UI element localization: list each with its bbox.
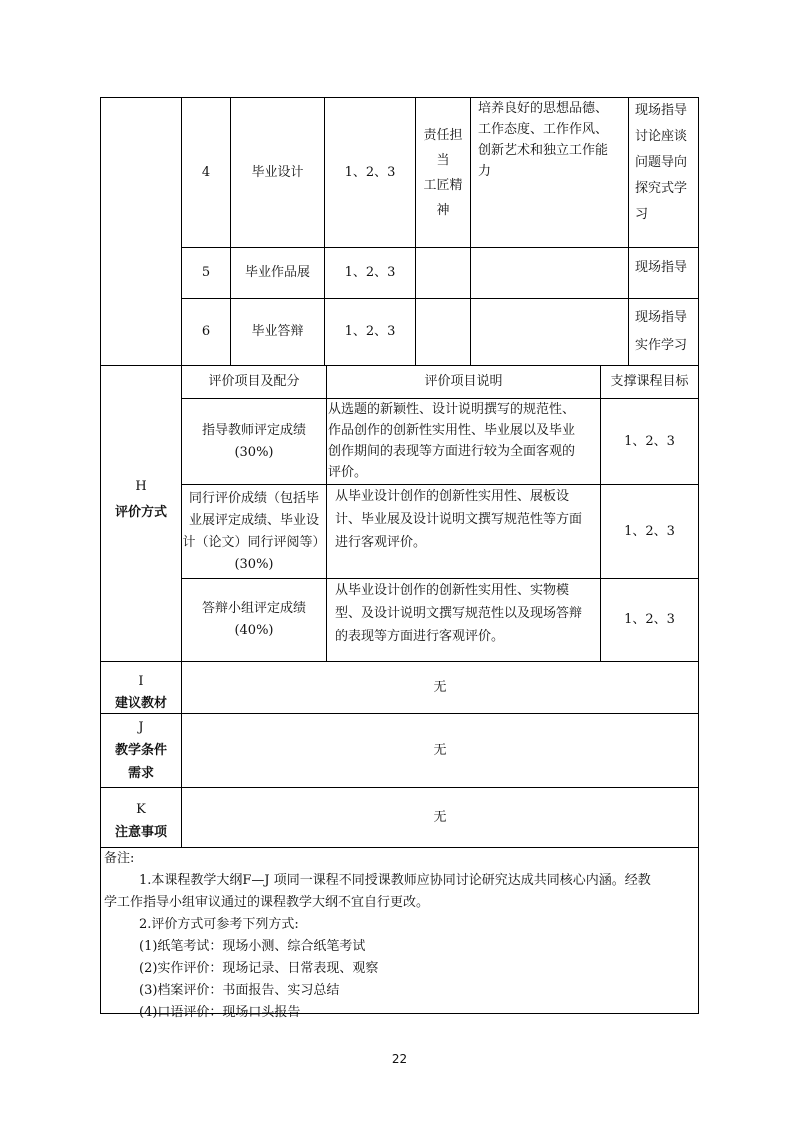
col-divider <box>470 97 471 366</box>
section-letter: J <box>138 720 144 735</box>
section-j-content: 无 <box>433 742 447 758</box>
module-targets: 1、2、3 <box>344 265 396 280</box>
content-line: 创新艺术和独立工作能 <box>478 143 609 158</box>
module-targets: 1、2、3 <box>344 324 396 339</box>
page-number: 22 <box>391 1052 408 1066</box>
desc-line: 从毕业设计创作的创新性实用性、展板设 <box>335 489 570 504</box>
assessment-targets: 1、2、3 <box>624 612 675 627</box>
content-line: 培养良好的思想品德、 <box>478 101 609 116</box>
col-divider <box>628 97 629 366</box>
ideological-element <box>416 98 470 247</box>
item-line: (30%) <box>234 444 274 460</box>
module-name: 毕业作品展 <box>244 265 310 280</box>
desc-line: 创作期间的表现等方面进行较为全面客观的 <box>328 444 576 459</box>
teaching-methods <box>635 98 698 247</box>
item-line: 同行评价成绩（包括毕 <box>188 490 319 506</box>
module-name: 毕业答辩 <box>251 324 304 339</box>
section-letter: K <box>136 802 146 817</box>
section-k-content: 无 <box>433 809 447 825</box>
assessment-desc <box>328 399 600 484</box>
section-title: 需求 <box>127 766 154 781</box>
section-k-label <box>101 796 181 846</box>
method-line: 习 <box>635 207 649 222</box>
assessment-desc <box>335 579 600 661</box>
notes-label: 备注: <box>104 851 135 866</box>
section-letter: H <box>135 479 147 494</box>
section-i-content: 无 <box>433 679 447 695</box>
assessment-item <box>182 399 326 484</box>
section-title: 建议教材 <box>114 696 167 711</box>
section-letter: I <box>138 674 144 689</box>
method-line: 现场指导 <box>635 310 688 325</box>
method-line: 问题导向 <box>635 155 688 170</box>
row-number: 5 <box>201 265 211 280</box>
section-title: 评价方式 <box>114 505 167 520</box>
notes-line: 1.本课程教学大纲F—J 项同一课程不同授课教师应协同讨论研究达成共同核心内涵。经教 <box>139 873 651 888</box>
ideological-content <box>478 98 628 247</box>
section-title: 教学条件 <box>114 743 167 758</box>
desc-line: 型、及设计说明文撰写规范性以及现场答辩 <box>335 606 583 621</box>
element-line: 当 <box>436 152 450 168</box>
section-h-label <box>101 470 181 530</box>
teaching-methods <box>635 304 698 360</box>
notes-line: 2.评价方式可参考下列方式: <box>139 917 299 932</box>
header-targets: 支撑课程目标 <box>610 374 689 389</box>
item-line: (40%) <box>234 623 274 638</box>
desc-line: 的表现等方面进行客观评价。 <box>335 629 505 644</box>
notes-block <box>101 848 697 1024</box>
content-line: 工作态度、工作作风、 <box>478 122 609 137</box>
assessment-item <box>182 579 326 661</box>
header-item: 评价项目及配分 <box>208 374 300 389</box>
item-line: 计（论文）同行评阅等） <box>182 534 326 550</box>
notes-item: (1)纸笔考试：现场小测、综合纸笔考试 <box>139 939 366 954</box>
item-line: 答辩小组评定成绩 <box>201 601 306 616</box>
table-border-right <box>698 97 699 1013</box>
col-divider <box>326 365 327 661</box>
section-j-label <box>101 714 181 787</box>
header-desc: 评价项目说明 <box>424 374 503 389</box>
item-line: 指导教师评定成绩 <box>201 422 306 438</box>
module-targets: 1、2、3 <box>344 164 396 180</box>
teaching-methods: 现场指导 <box>635 260 688 275</box>
assessment-targets: 1、2、3 <box>624 523 675 539</box>
section-i-label <box>101 672 181 714</box>
module-name: 毕业设计 <box>251 164 304 180</box>
desc-line: 作品创作的创新性实用性、毕业展以及毕业 <box>328 423 576 438</box>
element-line: 神 <box>436 202 450 218</box>
desc-line: 从选题的新颖性、设计说明撰写的规范性、 <box>328 402 576 417</box>
notes-item: (4)口语评价：现场口头报告 <box>139 1005 301 1020</box>
method-line: 实作学习 <box>635 338 688 353</box>
element-line: 工匠精 <box>423 177 463 193</box>
item-line: 业展评定成绩、毕业设 <box>188 512 319 528</box>
assessment-targets: 1、2、3 <box>624 433 675 449</box>
method-line: 探究式学 <box>635 181 688 196</box>
method-line: 现场指导 <box>635 103 688 118</box>
element-line: 责任担 <box>423 127 463 143</box>
desc-line: 评价。 <box>328 465 368 480</box>
desc-line: 计、毕业展及设计说明文撰写规范性等方面 <box>335 512 583 527</box>
content-line: 力 <box>478 164 492 179</box>
desc-line: 进行客观评价。 <box>335 535 427 550</box>
row-number: 6 <box>201 324 211 339</box>
notes-item: (3)档案评价：书面报告、实习总结 <box>139 983 340 998</box>
method-line: 讨论座谈 <box>635 129 688 144</box>
notes-line: 学工作指导小组审议通过的课程教学大纲不宜自行更改。 <box>104 895 430 910</box>
item-line: (30%) <box>234 556 274 572</box>
notes-item: (2)实作评价：现场记录、日常表现、观察 <box>139 961 379 976</box>
assessment-item <box>182 485 326 578</box>
row-number: 4 <box>201 164 211 180</box>
desc-line: 从毕业设计创作的创新性实用性、实物模 <box>335 583 570 598</box>
assessment-desc <box>335 485 600 578</box>
section-title: 注意事项 <box>114 825 167 840</box>
